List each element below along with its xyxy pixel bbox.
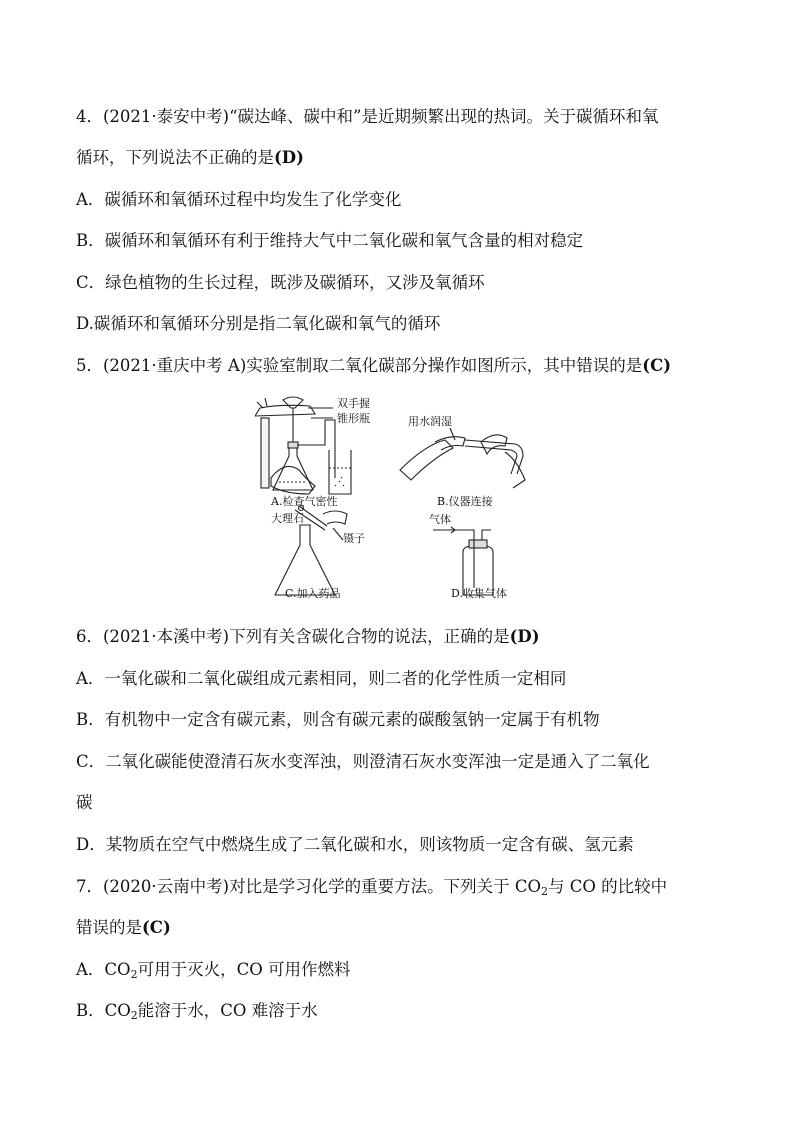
q7-option-b-subscript: 2	[130, 1009, 138, 1022]
q4-answer: (D)	[274, 148, 304, 167]
q6-option-c-line2: 碳	[76, 793, 93, 812]
q7-option-a	[76, 959, 350, 981]
q7-stem-line2	[76, 917, 171, 939]
label-tweezers: 镊子	[343, 532, 365, 545]
q4-option-c: C．绿色植物的生长过程，既涉及碳循环，又涉及氧循环	[76, 273, 485, 292]
q6-option-d: D．某物质在空气中燃烧生成了二氧化碳和水，则该物质一定含有碳、氢元素	[76, 835, 634, 854]
q7-stem-line1	[76, 876, 667, 898]
label-wet: 用水润湿	[408, 415, 452, 428]
label-hand: 双手握	[337, 397, 370, 410]
q7-co2-subscript: 2	[541, 885, 549, 898]
q7-stem-text: 错误的是	[76, 918, 142, 937]
q6-answer: (D)	[509, 627, 540, 646]
q7-answer: (C)	[142, 918, 171, 937]
q4-stem-line1: 4．(2021·泰安中考)“碳达峰、碳中和”是近期频繁出现的热词。关于碳循环和氧	[76, 107, 659, 126]
q4-stem-line2	[76, 147, 304, 169]
q4-option-a: A．碳循环和氧循环过程中均发生了化学变化	[76, 190, 402, 209]
q7-stem-b: 与 CO 的比较中	[548, 877, 668, 896]
q7-option-a-post: 可用于灭火，CO 可用作燃料	[137, 960, 351, 979]
q7-option-a-subscript: 2	[130, 968, 138, 981]
q7-option-b-pre: B．CO	[76, 1001, 131, 1020]
q6-option-c-line1: C．二氧化碳能使澄清石灰水变浑浊，则澄清石灰水变浑浊一定是通入了二氧化	[76, 752, 650, 771]
q7-option-a-pre: A．CO	[76, 960, 131, 979]
q6-option-b: B．有机物中一定含有碳元素，则含有碳元素的碳酸氢钠一定属于有机物	[76, 710, 600, 729]
q6-stem	[76, 626, 540, 648]
q5-figure	[255, 390, 545, 605]
q7-option-b	[76, 1000, 318, 1022]
label-flask: 锥形瓶	[337, 412, 370, 425]
figure-b-apparatus	[400, 428, 525, 488]
q6-stem-text: 6．(2021·本溪中考)下列有关含碳化合物的说法，正确的是	[76, 627, 510, 646]
q4-stem-text: 循环，下列说法不正确的是	[76, 148, 274, 167]
q4-option-b: B．碳循环和氧循环有利于维持大气中二氧化碳和氧气含量的相对稳定	[76, 231, 584, 250]
q6-option-a: A．一氧化碳和二氧化碳组成元素相同，则二者的化学性质一定相同	[76, 669, 567, 688]
q7-stem-a: 7．(2020·云南中考)对比是学习化学的重要方法。下列关于 CO	[76, 877, 542, 896]
caption-c: C.加入药品	[285, 587, 341, 600]
caption-a: A.检查气密性	[271, 495, 338, 508]
label-gas: 气体	[429, 513, 451, 526]
caption-b: B.仪器连接	[437, 495, 493, 508]
caption-d: D.收集气体	[451, 587, 507, 600]
figure-d-apparatus	[433, 527, 493, 595]
q5-stem-text: 5．(2021·重庆中考 A)实验室制取二氧化碳部分操作如图所示，其中错误的是	[76, 356, 643, 375]
q4-option-d: D.碳循环和氧循环分别是指二氧化碳和氧气的循环	[76, 314, 441, 333]
q5-answer: (C)	[642, 356, 672, 375]
q7-option-b-post: 能溶于水，CO 难溶于水	[137, 1001, 318, 1020]
q5-stem	[76, 355, 671, 377]
label-marble: 大理石	[271, 512, 304, 525]
